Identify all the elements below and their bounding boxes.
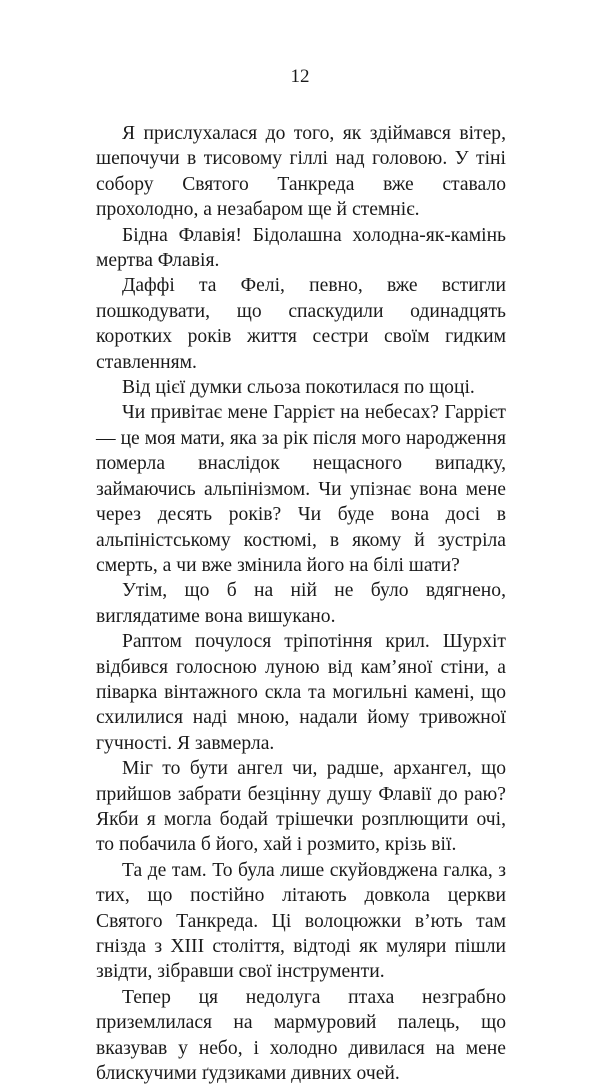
paragraph: Та де там. То була лише скуйовджена галка, з тих, що постійно літають довкола церкви Святого Танкреда. Ці волоцюжки в’ють там гнізда з XIII століття, відтоді як муляри пішли звідти, зібравши свої інструменти. [96,859,506,983]
paragraph: Раптом почулося тріпотіння крил. Шурхіт відбився голосною луною від кам’яної стіни, а піварка вінтажного скла та могильні камені, що схилилися наді мною, надали йому тривожної гучності. Я завмерла. [96,631,506,754]
paragraph: Чи привітає мене Гаррієт на небесах? Гаррієт — це моя мати, яка за рік після мого народження померла внаслідок нещасного випадку, займаючись альпінізмом. Чи упізнає вона мене через десять років? Чи буде вона досі в альпіністському костюмі, в якому й зустріла смерть, а чи вже змінила його на білі шати? [96,402,506,576]
paragraph: Бідна Флавія! Бідолашна холодна-як-камінь мертва Флавія. [96,224,506,272]
paragraph: Тепер ця недолуга птаха незграбно приземлилася на мармуровий палець, що вказував у небо, і холодно дивилася на мене блискучими ґудзиками дивних очей. [96,986,506,1085]
paragraph: Я прислухалася до того, як здіймався вітер, шепочучи в тисовому гіллі над головою. У тіні собору Святого Танкреда вже ставало прохолодно, а незабаром ще й стемніє. [96,123,506,221]
paragraph: Міг то бути ангел чи, радше, архангел, що прийшов забрати безцінну душу Флавії до раю? Якби я могла бодай трішечки розплющити очі, то побачила б його, хай і розмито, крізь вії. [96,758,506,856]
paragraph: Даффі та Фелі, певно, вже встигли пошкодувати, що спаскудили одинадцять коротких років життя сестри своїм гидким ставленням. [96,275,506,373]
paragraph: Від цієї думки сльоза покотилася по щоці. [122,377,475,399]
paragraph: Утім, що б на ній не було вдягнено, виглядатиме вона вишукано. [96,580,506,627]
page-number: 12 [290,66,310,87]
page-text [96,121,506,1086]
